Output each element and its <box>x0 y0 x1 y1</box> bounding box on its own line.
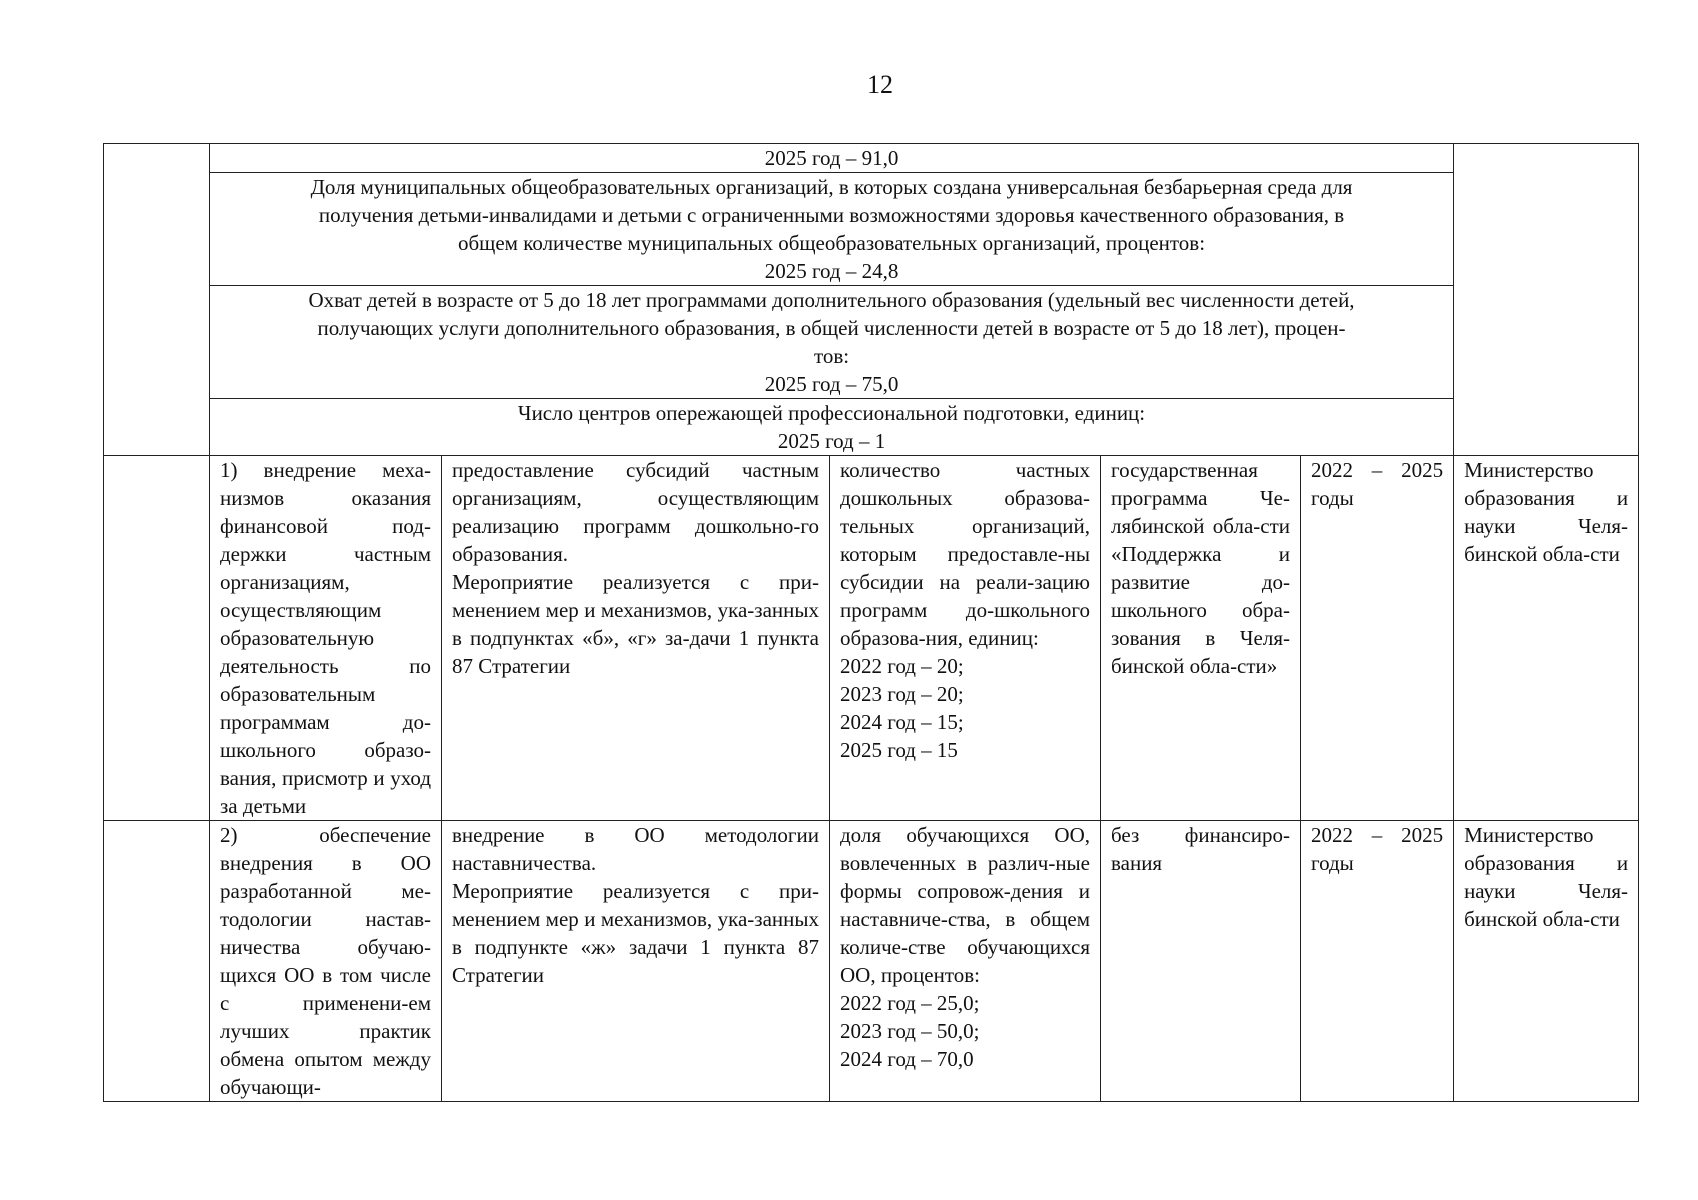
indicator-row <box>104 399 1639 456</box>
indicator-text: доля обучающихся ОО, вовлеченных в различ-ные формы сопровож-дения и наставниче-ства, в общем количе-стве обучающихся ОО, процентов: <box>840 823 1090 987</box>
measures-table <box>103 143 1639 1102</box>
source-cell: без финансиро-вания <box>1101 821 1301 1102</box>
number-cell <box>104 144 210 456</box>
period-cell: 2022 – 2025 годы <box>1301 821 1454 1102</box>
indicator-line: 2025 год – 75,0 <box>764 372 899 396</box>
indicator-row <box>104 173 1639 286</box>
indicator-value: 2022 год – 20; <box>840 654 964 678</box>
indicator-line: 2025 год – 1 <box>777 429 886 453</box>
indicator-value: 2023 год – 50,0; <box>840 1019 980 1043</box>
indicator-line: Число центров опережающей профессиональной подготовки, единиц: <box>517 401 1146 425</box>
indicator-value: 2024 год – 15; <box>840 710 964 734</box>
responsible-cell <box>1454 144 1639 456</box>
indicator-line: получающих услуги дополнительного образования, в общей численности детей в возрасте от 5 до 18 лет), процен- <box>317 316 1346 340</box>
indicator-value: 2022 год – 25,0; <box>840 991 980 1015</box>
indicator-line: Доля муниципальных общеобразовательных организаций, в которых создана универсальная безбарьерная среда для <box>310 175 1353 199</box>
indicator-line: общем количестве муниципальных общеобразовательных организаций, процентов: <box>458 231 1206 255</box>
indicator-block <box>210 144 1454 173</box>
indicator-text: количество частных дошкольных образова-тельных организаций, которым предоставле-ны субсидии на реали-зацию программ до-школьного образова-ния, единиц: <box>840 458 1090 650</box>
indicator-block <box>210 173 1454 286</box>
description-cell <box>442 821 830 1102</box>
period-cell: 2022 – 2025 годы <box>1301 456 1454 821</box>
measure-cell: 1) внедрение меха-низмов оказания финансовой под-держки частным организациям, осуществляющим образовательную деятельность по образовательным программам до-школьного образо-вания, присмотр и уход за детьми <box>210 456 442 821</box>
description-paragraph: Мероприятие реализуется с при-менением мер и механизмов, ука-занных в подпункте «ж» задачи 1 пункта 87 Стратегии <box>452 879 819 987</box>
indicator-line: Охват детей в возрасте от 5 до 18 лет программами дополнительного образования (удельный вес численности детей, <box>308 288 1355 312</box>
page-number: 12 <box>867 70 893 99</box>
responsible-cell: Министерство образования и науки Челя-бинской обла-сти <box>1454 456 1639 821</box>
indicator-cell <box>830 821 1101 1102</box>
indicator-line: получения детьми-инвалидами и детьми с ограниченными возможностями здоровья качественного образования, в <box>318 203 1345 227</box>
description-paragraph: внедрение в ОО методологии наставничества. <box>452 823 819 875</box>
description-paragraph: Мероприятие реализуется с при-менением мер и механизмов, ука-занных в подпунктах «б», «г» за-дачи 1 пункта 87 Стратегии <box>452 570 819 678</box>
responsible-cell: Министерство образования и науки Челя-бинской обла-сти <box>1454 821 1639 1102</box>
indicator-line: 2025 год – 91,0 <box>764 146 899 170</box>
indicator-value: 2024 год – 70,0 <box>840 1047 974 1071</box>
indicator-cell <box>830 456 1101 821</box>
description-paragraph: предоставление субсидий частным организациям, осуществляющим реализацию программ дошкольно-го образования. <box>452 458 819 566</box>
indicator-block <box>210 286 1454 399</box>
source-cell: государственная программа Че-лябинской обла-сти «Поддержка и развитие до-школьного обра-зования в Челя-бинской обла-сти» <box>1101 456 1301 821</box>
measure-cell: 2) обеспечение внедрения в ОО разработанной ме-тодологии настав-ничества обучаю-щихся ОО в том числе с применени-ем лучших практик обмена опытом между обучающи- <box>210 821 442 1102</box>
indicator-line: 2025 год – 24,8 <box>764 259 899 283</box>
indicator-value: 2023 год – 20; <box>840 682 964 706</box>
number-cell <box>104 456 210 821</box>
indicator-value: 2025 год – 15 <box>840 738 958 762</box>
table-row <box>104 821 1639 1102</box>
indicator-line: тов: <box>813 344 850 368</box>
indicator-block <box>210 399 1454 456</box>
number-cell <box>104 821 210 1102</box>
description-cell <box>442 456 830 821</box>
table-row <box>104 456 1639 821</box>
indicator-row <box>104 286 1639 399</box>
indicator-row <box>104 144 1639 173</box>
